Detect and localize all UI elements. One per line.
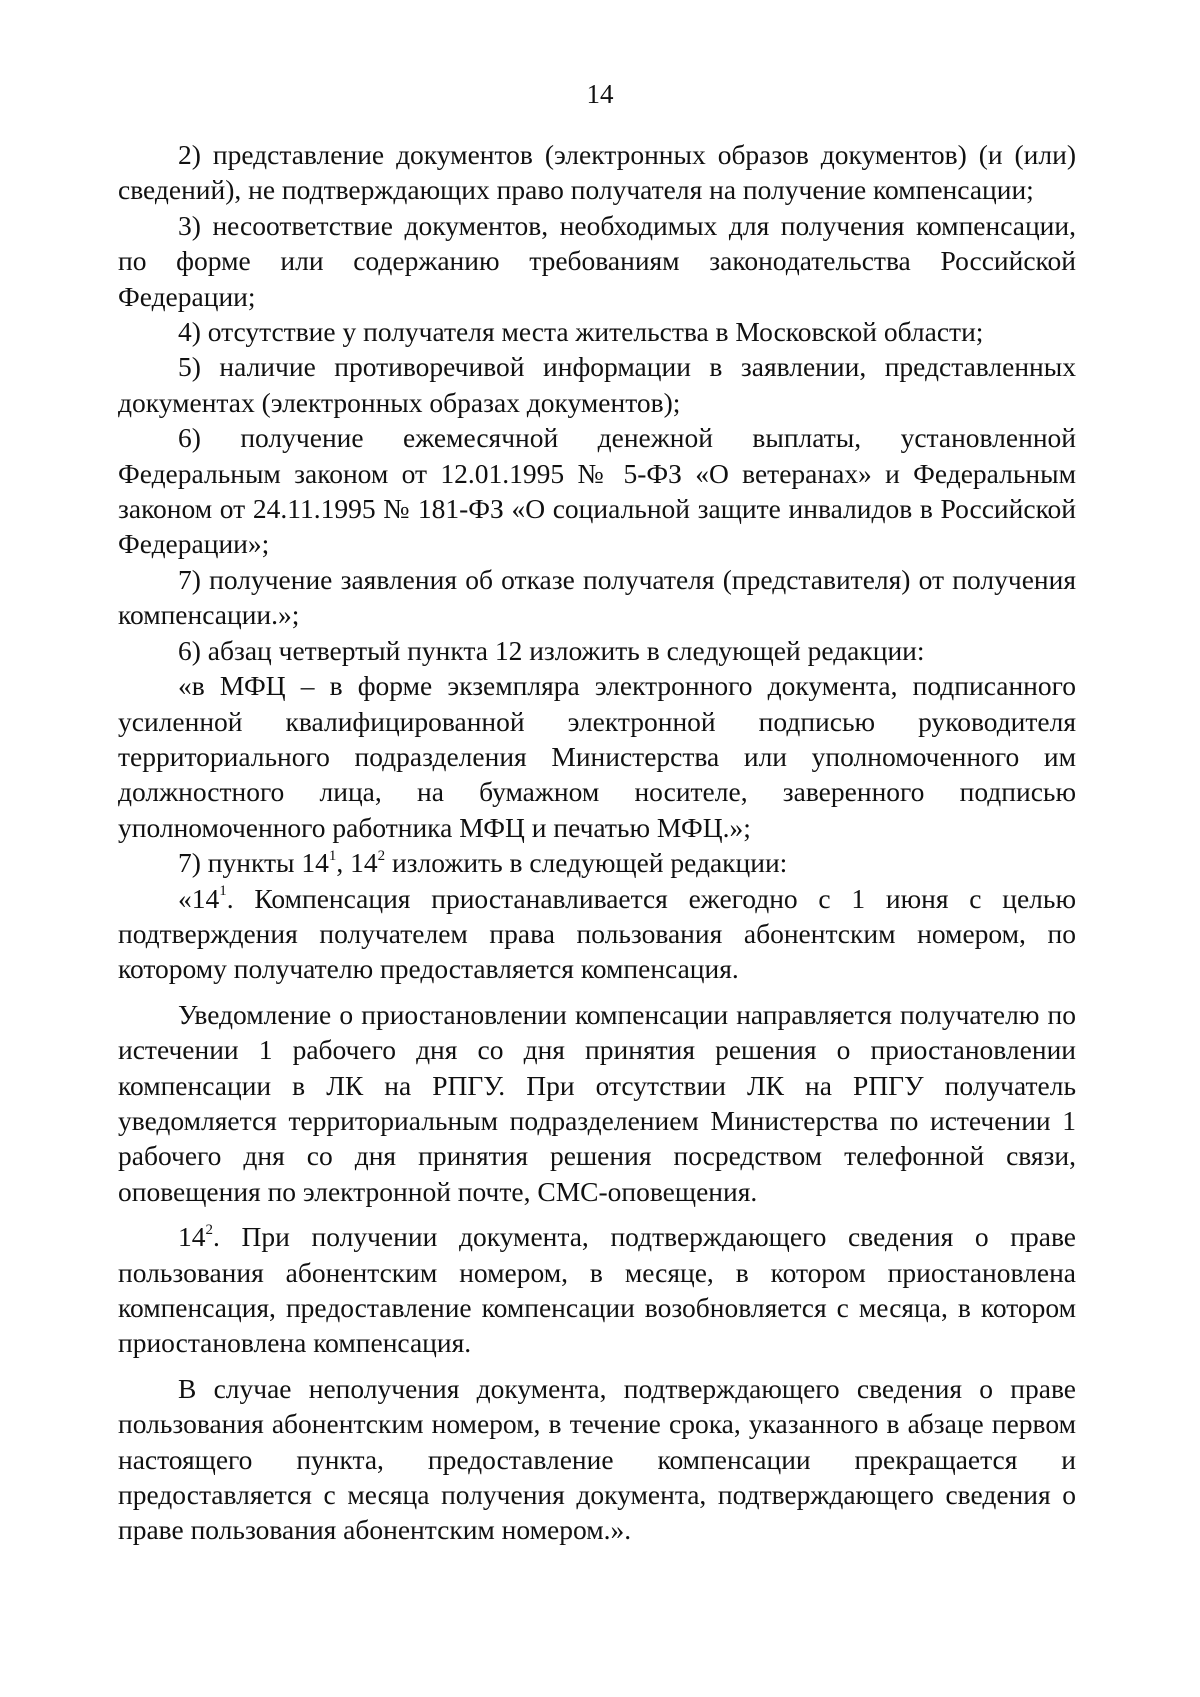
text-fragment: 7) пункты 14 [178,847,329,879]
paragraph-item-5: 5) наличие противоречивой информации в заявлении, представленных документах (электронных образах документов); [118,351,1076,418]
superscript: 1 [328,847,337,864]
paragraph-item-4: 4) отсутствие у получателя места жительства в Московской области; [178,316,984,348]
document-body [118,137,1076,1548]
paragraph-notification: Уведомление о приостановлении компенсации направляется получателю по истечении 1 рабочего дня со дня принятия решения о приостановлении компенсации в ЛК на РПГУ. При отсутствии ЛК на РПГУ получатель уведомляется территориальным подразделением Министерства по истечении 1 рабочего дня со дня принятия решения посредством телефонной связи, оповещения по электронной почте, СМС-оповещения. [118,998,1076,1207]
paragraph-amendment-7 [118,845,1076,880]
text-fragment: изложить в следующей редакции: [385,847,788,879]
paragraph-item-3: 3) несоответствие документов, необходимых для получения компенсации, по форме или содержанию требованиям законодательства Российской Федерации; [118,209,1076,312]
superscript: 2 [205,1222,213,1239]
text-fragment: . При получении документа, подтверждающего сведения о праве пользования абонентским номером, в месяце, в котором приостановлена компенсация, предоставление компенсации возобновляется с месяца, в котором приостановлена компенсация. [118,1221,1076,1359]
text-fragment: . Компенсация приостанавливается ежегодно с 1 июня с целью подтверждения получателем права пользования абонентским номером, по которому получателю предоставляется компенсация. [118,882,1076,985]
paragraph-item-7: 7) получение заявления об отказе получателя (представителя) от получения компенсации.»; [118,563,1076,631]
page-number: 14 [586,79,614,109]
paragraph-point-14-2 [118,1219,1076,1361]
paragraph-item-6: 6) получение ежемесячной денежной выплаты, установленной Федеральным законом от 12.01.1995 № 5-ФЗ «О ветеранах» и Федеральным законом от 24.11.1995 № 181-ФЗ «О социальной защите инвалидов в Российской Федерации»; [118,422,1076,560]
paragraph-item-2: 2) представление документов (электронных образов документов) (и (или) сведений), не подтверждающих право получателя на получение компенсации; [118,139,1076,206]
superscript: 1 [219,883,227,900]
text-fragment: 14 [178,1221,206,1253]
superscript: 2 [377,847,386,864]
paragraph-point-14-1 [118,881,1076,987]
paragraph-mfc-quote: «в МФЦ – в форме экземпляра электронного документа, подписанного усиленной квалифицированной электронной подписью руководителя территориального подразделения Министерства или уполномоченного им должностного лица, на бумажном носителе, заверенного подписью уполномоченного работника МФЦ и печатью МФЦ.»; [118,670,1076,843]
text-fragment: , 14 [336,847,378,879]
paragraph-amendment-6: 6) абзац четвертый пункта 12 изложить в следующей редакции: [178,634,925,666]
paragraph-non-receipt: В случае неполучения документа, подтверждающего сведения о праве пользования абонентским номером, в течение срока, указанного в абзаце первом настоящего пункта, предоставление компенсации прекращается и предоставляется с месяца получения документа, подтверждающего сведения о праве пользования абонентским номером.». [118,1372,1076,1546]
text-fragment: «14 [178,882,220,914]
